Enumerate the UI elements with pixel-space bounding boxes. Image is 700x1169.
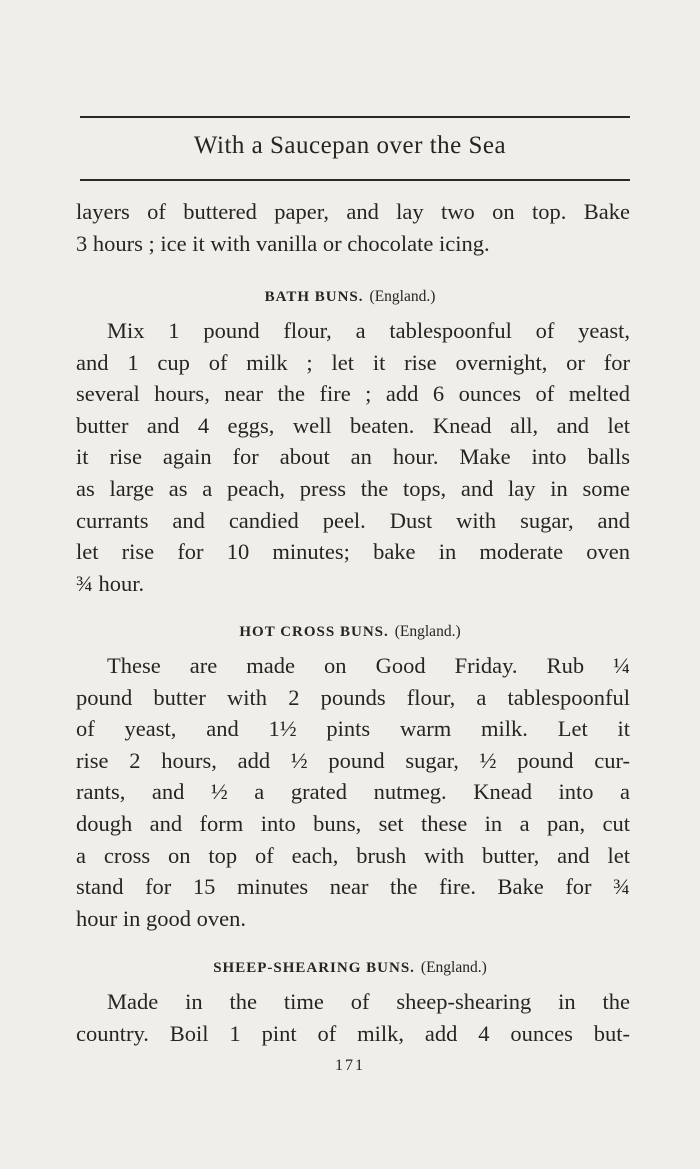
text-line: let rise for 10 minutes; bake in moderate oven [76, 539, 630, 565]
text-line: currants and candied peel. Dust with sugar, and [76, 507, 630, 533]
text-line: pound butter with 2 pounds flour, a tablespoonful [76, 684, 630, 710]
running-head: With a Saucepan over the Sea [193, 132, 507, 159]
recipe-origin: (England.) [369, 288, 436, 305]
recipe-title: SHEEP-SHEARING BUNS. [213, 960, 415, 976]
text-line: Mix 1 pound flour, a tablespoonful of yeast, [107, 318, 630, 343]
text-line: Made in the time of sheep-shearing in the [107, 989, 630, 1014]
recipe-origin: (England.) [420, 959, 487, 976]
text-line: layers of buttered paper, and lay two on top. Bake [76, 199, 630, 224]
recipe-title: BATH BUNS. [264, 289, 364, 305]
page-number: 171 [335, 1057, 365, 1074]
text-line: These are made on Good Friday. Rub ¼ [107, 653, 630, 678]
text-line: dough and form into buns, set these in a pan, cut [76, 811, 630, 836]
recipe-origin: (England.) [394, 623, 461, 640]
recipe-title: HOT CROSS BUNS. [239, 624, 389, 640]
text-line: a cross on top of each, brush with butter, and let [76, 842, 630, 868]
text-line: rants, and ½ a grated nutmeg. Knead into a [76, 779, 630, 805]
text-line: butter and 4 eggs, well beaten. Knead all, and let [76, 412, 630, 438]
text-line: and 1 cup of milk ; let it rise overnight, or for [76, 349, 630, 375]
text-line: 3 hours ; ice it with vanilla or chocolate icing. [76, 230, 490, 256]
text-line: as large as a peach, press the tops, and lay in some [76, 476, 630, 501]
header-rule-bottom [80, 179, 630, 181]
recipe-heading [0, 288, 700, 306]
header-rule-top [80, 116, 630, 118]
text-line: ¾ hour. [76, 570, 145, 596]
recipe-heading [0, 959, 700, 977]
text-line: several hours, near the fire ; add 6 ounces of melted [76, 381, 630, 407]
text-line: it rise again for about an hour. Make into balls [76, 444, 630, 470]
text-line: rise 2 hours, add ½ pound sugar, ½ pound cur- [76, 747, 630, 773]
text-line: hour in good oven. [76, 905, 246, 931]
text-line: stand for 15 minutes near the fire. Bake for ¾ [76, 874, 630, 900]
text-line: country. Boil 1 pint of milk, add 4 ounces but- [76, 1020, 630, 1046]
text-line: of yeast, and 1½ pints warm milk. Let it [76, 716, 630, 742]
recipe-heading [0, 623, 700, 641]
